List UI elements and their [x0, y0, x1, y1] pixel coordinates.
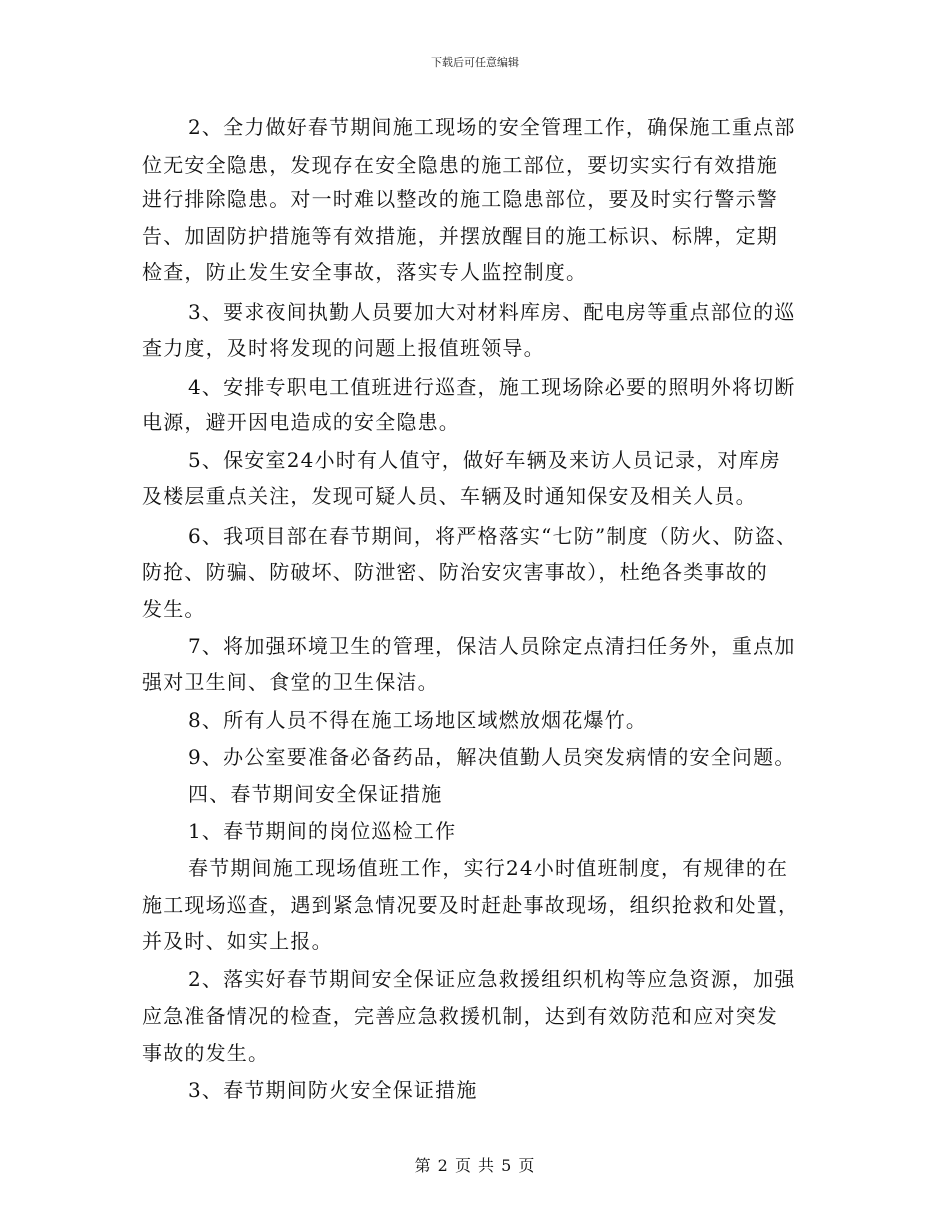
text-line: 2、落实好春节期间安全保证应急救援组织机构等应急资源，加强	[188, 967, 796, 991]
text-line: 事故的发生。	[142, 1041, 270, 1065]
text-line: 进行排除隐患。对一时难以整改的施工隐患部位，要及时实行警示警	[142, 187, 778, 211]
text-line: 电源，避开因电造成的安全隐患。	[142, 410, 460, 434]
text-line: 应急准备情况的检查，完善应急救援机制，达到有效防范和应对突发	[142, 1004, 778, 1028]
page-header: 下载后可任意编辑	[431, 56, 519, 69]
text-line: 位无安全隐患，发现存在安全隐患的施工部位，要切实实行有效措施	[142, 153, 778, 177]
text-line: 强对卫生间、食堂的卫生保洁。	[142, 670, 439, 694]
text-line: 施工现场巡查，遇到紧急情况要及时赶赴事故现场，组织抢救和处置，	[142, 893, 800, 917]
text-line: 及楼层重点关注，发现可疑人员、车辆及时通知保安及相关人员。	[142, 484, 757, 508]
page-number: 第 2 页 共 5 页	[414, 1156, 536, 1175]
text-line: 2、全力做好春节期间施工现场的安全管理工作，确保施工重点部	[188, 115, 796, 139]
section-heading: 四、春节期间安全保证措施	[188, 782, 443, 806]
text-line: 发生。	[142, 597, 206, 621]
subsection-heading: 3、春节期间防火安全保证措施	[188, 1078, 478, 1102]
text-line: 5、保安室24小时有人值守，做好车辆及来访人员记录，对库房	[188, 448, 781, 472]
text-line: 6、我项目部在春节期间，将严格落实“七防”制度（防火、防盗、	[188, 524, 798, 548]
text-line: 并及时、如实上报。	[142, 929, 333, 953]
text-line: 4、安排专职电工值班进行巡查，施工现场除必要的照明外将切断	[188, 375, 796, 399]
text-line: 9、办公室要准备必备药品，解决值勤人员突发病情的安全问题。	[188, 745, 796, 769]
text-line: 告、加固防护措施等有效措施，并摆放醒目的施工标识、标牌，定期	[142, 224, 778, 248]
text-line: 春节期间施工现场值班工作，实行24小时值班制度，有规律的在	[188, 856, 789, 880]
text-line: 7、将加强环境卫生的管理，保洁人员除定点清扫任务外，重点加	[188, 634, 796, 658]
text-line: 3、要求夜间执勤人员要加大对材料库房、配电房等重点部位的巡	[188, 300, 796, 324]
text-line: 检查，防止发生安全事故，落实专人监控制度。	[142, 260, 588, 284]
text-line: 8、所有人员不得在施工场地区域燃放烟花爆竹。	[188, 708, 648, 732]
text-line: 防抢、防骗、防破坏、防泄密、防治安灾害事故），杜绝各类事故的	[142, 560, 768, 584]
subsection-heading: 1、春节期间的岗位巡检工作	[188, 819, 457, 843]
text-line: 查力度，及时将发现的问题上报值班领导。	[142, 336, 545, 360]
